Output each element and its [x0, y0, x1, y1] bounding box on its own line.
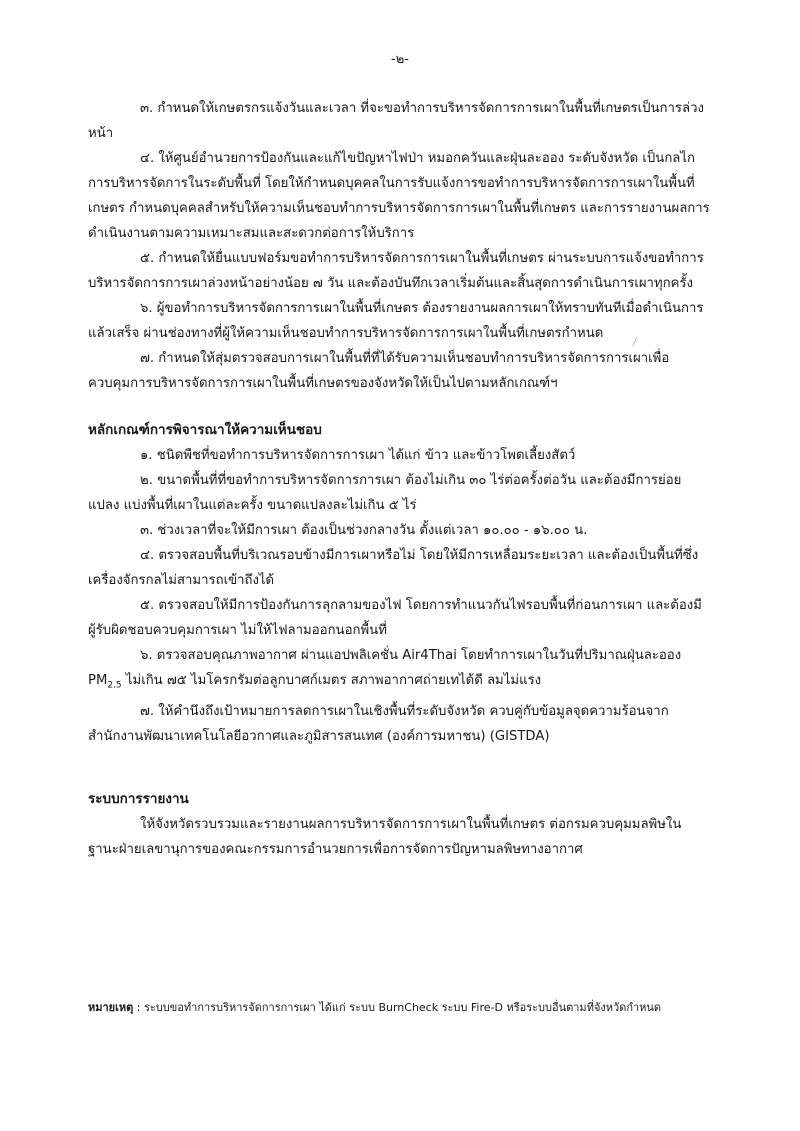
paragraph-5: ๕. กำหนดให้ยื่นแบบฟอร์มขอทำการบริหารจัดการการเผาในพื้นที่เกษตร ผ่านระบบการแจ้งขอทำการบริหารจัดการการเผาล่วงหน้าอย่างน้อย ๗ วัน และต้องบันทึกเวลาเริ่มต้นและสิ้นสุดการดำเนินการเผาทุกครั้ง	[88, 251, 704, 291]
paragraph-7: ๗. กำหนดให้สุ่มตรวจสอบการเผาในพื้นที่ที่ได้รับความเห็นชอบทำการบริหารจัดการการเผาเพื่อควบคุมการบริหารจัดการการเผาในพื้นที่เกษตรของจังหวัดให้เป็นไปตามหลักเกณฑ์ฯ	[88, 351, 670, 391]
criteria-item-2: ๒. ขนาดพื้นที่ที่ขอทำการบริหารจัดการการเผา ต้องไม่เกิน ๓๐ ไร่ต่อครั้งต่อวัน และต้องมีการย่อยแปลง แบ่งพื้นที่เผาในแต่ละครั้ง ขนาดแปลงละไม่เกิน ๕ ไร่	[88, 473, 682, 513]
criteria-item-6-before: ๖. ตรวจสอบคุณภาพอากาศ ผ่านแอปพลิเคชั่น Air4Thai โดยทำการเผาในวันที่ปริมาณฝุ่นละออง PM	[88, 648, 682, 688]
pm-subscript: 2.5	[107, 680, 122, 691]
footnote-text: : ระบบขอทำการบริหารจัดการการเผา ได้แก่ ระบบ BurnCheck ระบบ Fire-D หรือระบบอื่นตามที่จังหวัดกำหนด	[133, 1001, 662, 1014]
section-procedures	[88, 96, 710, 396]
reporting-heading: ระบบการรายงาน	[88, 790, 189, 807]
criteria-item-4: ๔. ตรวจสอบพื้นที่บริเวณรอบข้างมีการเผาหรือไม่ โดยให้มีการเหลื่อมระยะเวลา และต้องเป็นพื้นที่ซึ่งเครื่องจักรกลไม่สามารถเข้าถึงได้	[88, 548, 699, 588]
paragraph-6: ๖. ผู้ขอทำการบริหารจัดการการเผาในพื้นที่เกษตร ต้องรายงานผลการเผาให้ทราบทันทีเมื่อดำเนินการแล้วเสร็จ ผ่านช่องทางที่ผู้ให้ความเห็นชอบทำการบริหารจัดการการเผาในพื้นที่เกษตรกำหนด	[88, 301, 704, 341]
criteria-item-6	[88, 643, 710, 699]
criteria-item-1: ๑. ชนิดพืชที่ขอทำการบริหารจัดการการเผา ได้แก่ ข้าว และข้าวโพดเลี้ยงสัตว์	[140, 448, 576, 463]
criteria-item-3: ๓. ช่วงเวลาที่จะให้มีการเผา ต้องเป็นช่วงกลางวัน ตั้งแต่เวลา ๑๐.๐๐ - ๑๖.๐๐ น.	[140, 523, 588, 538]
criteria-item-6-after: ไม่เกิน ๗๕ ไมโครกรัมต่อลูกบาศก์เมตร สภาพอากาศถ่ายเทได้ดี ลมไม่แรง	[121, 673, 542, 688]
paragraph-3: ๓. กำหนดให้เกษตรกรแจ้งวันและเวลา ที่จะขอทำการบริหารจัดการการเผาในพื้นที่เกษตรเป็นการล่วงหน้า	[88, 101, 704, 141]
page-number: -๒-	[391, 52, 409, 67]
criteria-item-7: ๗. ให้คำนึงถึงเป้าหมายการลดการเผาในเชิงพื้นที่ระดับจังหวัด ควบคู่กับข้อมูลจุดความร้อนจากสำนักงานพัฒนาเทคโนโลยีอวกาศและภูมิสารสนเทศ (องค์การมหาชน) (GISTDA)	[88, 703, 669, 744]
footnote	[88, 1000, 728, 1016]
document-body	[88, 96, 710, 862]
criteria-item-5: ๕. ตรวจสอบให้มีการป้องกันการลุกลามของไฟ โดยการทำแนวกันไฟรอบพื้นที่ก่อนการเผา และต้องมีผู้รับผิดชอบควบคุมการเผา ไม่ให้ไฟลามออกนอกพื้นที่	[88, 598, 702, 638]
section-criteria	[88, 443, 710, 749]
criteria-heading: หลักเกณฑ์การพิจารณาให้ความเห็นชอบ	[88, 422, 322, 438]
reporting-text: ให้จังหวัดรวบรวมและรายงานผลการบริหารจัดการการเผาในพื้นที่เกษตร ต่อกรมควบคุมมลพิษในฐานะฝ่ายเลขานุการของคณะกรรมการอำนวยการเพื่อการจัดการปัญหามลพิษทางอากาศ	[88, 816, 682, 857]
footnote-label: หมายเหตุ	[88, 1001, 134, 1014]
paragraph-4: ๔. ให้ศูนย์อำนวยการป้องกันและแก้ไขปัญหาไฟป่า หมอกควันและฝุ่นละออง ระดับจังหวัด เป็นกลไกการบริหารจัดการในระดับพื้นที่ โดยให้กำหนดบุคคลในการรับแจ้งการขอทำการบริหารจัดการการเผาในพื้นที่เกษตร กำหนดบุคคลสำหรับให้ความเห็นชอบทำการบริหารจัดการการเผาในพื้นที่เกษตร และการรายงานผลการดำเนินงานตามความเหมาะสมและสะดวกต่อการให้บริการ	[88, 151, 710, 241]
